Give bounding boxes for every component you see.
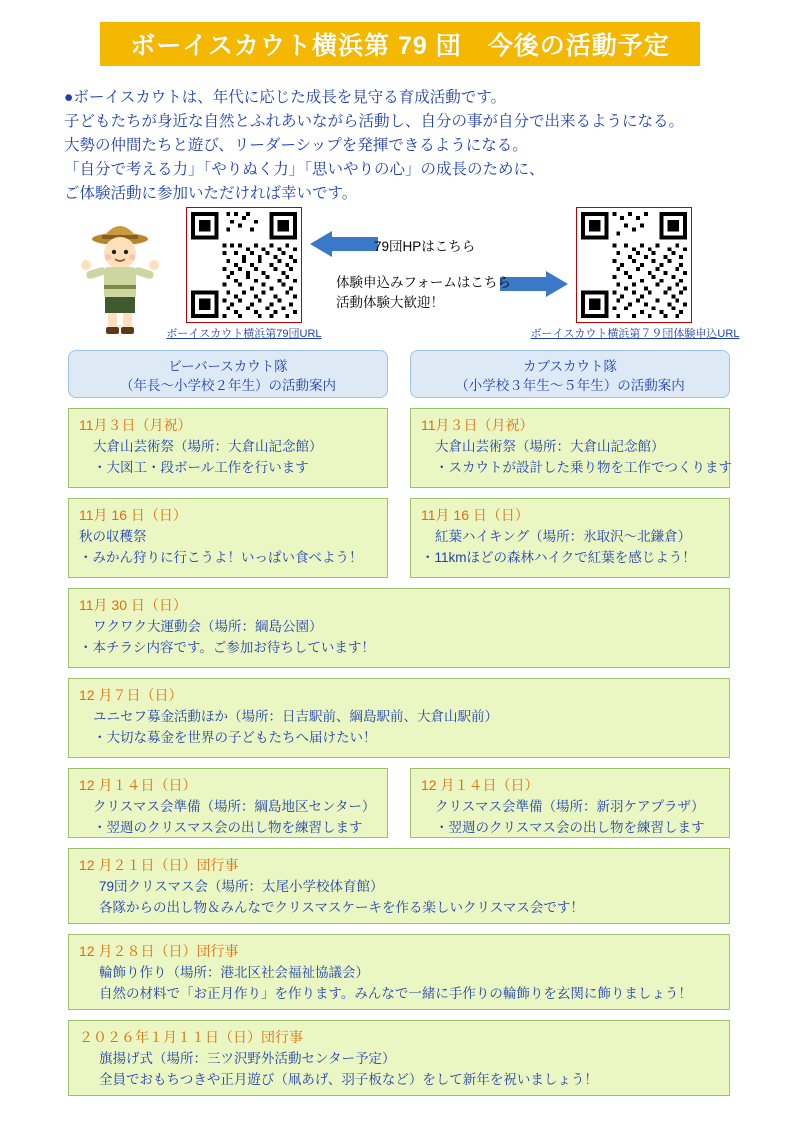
label-troop-site: 79団HPはこちら — [374, 239, 476, 254]
intro-line-3: 大勢の仲間たちと遊び、リーダーシップを発揮できるようになる。 — [64, 137, 528, 154]
event-line: 各隊からの出し物＆みんなでクリスマスケーキを作る楽しいクリスマス会です！ — [99, 900, 584, 915]
event-line: ・翌週のクリスマス会の出し物を練習します — [93, 820, 363, 835]
event-date: 12 月１４日（日） — [421, 777, 539, 793]
scout-mascot-icon — [72, 209, 168, 337]
column-header-cub — [410, 350, 730, 398]
event-date: 12 月７日（日） — [79, 687, 183, 703]
event-line: 自然の材料で「お正月作り」を作ります。みんなで一緒に手作りの輪飾りを玄関に飾りましょう！ — [99, 986, 692, 1001]
event-date: 12 月１４日（日） — [79, 777, 197, 793]
qr-code-troop-site-caption: ボーイスカウト横浜第79団URL — [166, 328, 322, 340]
qr-code-trial-form-caption: ボーイスカウト横浜第７９団体験申込URL — [530, 328, 740, 340]
event-line: 輪飾り作り（場所：港北区社会福祉協議会） — [99, 965, 369, 980]
event-date: 12 月２８日（日）団行事 — [79, 943, 239, 959]
page-title-banner — [100, 22, 700, 66]
event-card-beaver-dec14 — [68, 768, 388, 838]
column-header-beaver-subtitle: （年長〜小学校２年生）の活動案内 — [120, 378, 336, 393]
event-line: 大倉山芸術祭（場所：大倉山記念館） — [435, 439, 665, 454]
event-card-cub-nov3 — [410, 408, 730, 488]
qr-code-troop-site[interactable] — [186, 207, 302, 323]
event-line: ・翌週のクリスマス会の出し物を練習します — [435, 820, 705, 835]
column-header-beaver — [68, 350, 388, 398]
event-line: ・大図工・段ボール工作を行います — [93, 460, 309, 475]
intro-line-2: 子どもたちが身近な自然とふれあいながら活動し、自分の事が自分で出来るようになる。 — [64, 113, 685, 130]
event-card-dec21 — [68, 848, 730, 924]
qr-band — [60, 205, 750, 340]
event-line: 大倉山芸術祭（場所：大倉山記念館） — [93, 439, 323, 454]
page-title: ボーイスカウト横浜第 79 団 今後の活動予定 — [130, 32, 670, 60]
event-card-nov30 — [68, 588, 730, 668]
event-date: 11月３日（月祝） — [421, 417, 534, 433]
intro-paragraph — [64, 86, 764, 206]
event-line: クリスマス会準備（場所：綱島地区センター） — [93, 799, 376, 814]
event-line: ・本チラシ内容です。ご参加お待ちしています！ — [79, 640, 375, 655]
qr-code-troop-site-image — [187, 208, 301, 322]
event-line: ユニセフ募金活動ほか（場所：日吉駅前、綱島駅前、大倉山駅前） — [93, 709, 498, 724]
event-line: 紅葉ハイキング（場所：氷取沢〜北鎌倉） — [435, 529, 692, 544]
event-card-cub-dec14 — [410, 768, 730, 838]
label-trial-form: 体験申込みフォームはこちら — [336, 275, 511, 290]
column-header-beaver-title: ビーバースカウト隊 — [168, 359, 288, 374]
event-date: 11月 16 日（日） — [79, 507, 187, 523]
event-date: 11月３日（月祝） — [79, 417, 192, 433]
event-line: ・みかん狩りに行こうよ！いっぱい食べよう！ — [79, 550, 363, 565]
event-line: クリスマス会準備（場所：新羽ケアプラザ） — [435, 799, 705, 814]
event-date: ２０２６年１月１１日（日）団行事 — [79, 1029, 303, 1045]
qr-code-trial-form[interactable] — [576, 207, 692, 323]
arrow-left-icon — [310, 231, 378, 257]
event-line: 旗揚げ式（場所：三ツ沢野外活動センター予定） — [99, 1051, 396, 1066]
label-welcome: 活動体験大歓迎！ — [336, 295, 444, 310]
intro-line-1: ●ボーイスカウトは、年代に応じた成長を見守る育成活動です。 — [64, 89, 506, 106]
intro-line-4: 「自分で考える力」「やりぬく力」「思いやりの心」の成長のために、 — [64, 161, 545, 178]
event-date: 11月 16 日（日） — [421, 507, 529, 523]
event-line: 秋の収穫祭 — [79, 529, 147, 544]
intro-line-5: ご体験活動に参加いただければ幸いです。 — [64, 185, 358, 202]
event-card-cub-nov16 — [410, 498, 730, 578]
qr-code-trial-form-image — [577, 208, 691, 322]
event-line: ・11kmほどの森林ハイクで紅葉を感じよう！ — [421, 550, 696, 565]
column-header-cub-subtitle: （小学校３年生〜５年生）の活動案内 — [455, 378, 685, 393]
event-card-jan11 — [68, 1020, 730, 1096]
event-date: 12 月２１日（日）団行事 — [79, 857, 239, 873]
event-card-dec7 — [68, 678, 730, 758]
column-header-cub-title: カブスカウト隊 — [523, 359, 617, 374]
event-line: ・スカウトが設計した乗り物を工作でつくります — [435, 460, 732, 475]
event-line: ワクワク大運動会（場所：綱島公園） — [93, 619, 323, 634]
event-line: 79団クリスマス会（場所：太尾小学校体育館） — [99, 879, 384, 894]
event-line: ・大切な募金を世界の子どもたちへ届けたい！ — [93, 730, 377, 745]
event-line: 全員でおもちつきや正月遊び（凧あげ、羽子板など）をして新年を祝いましょう！ — [99, 1072, 598, 1087]
event-card-beaver-nov3 — [68, 408, 388, 488]
event-card-dec28 — [68, 934, 730, 1010]
event-date: 11月 30 日（日） — [79, 597, 187, 613]
event-card-beaver-nov16 — [68, 498, 388, 578]
